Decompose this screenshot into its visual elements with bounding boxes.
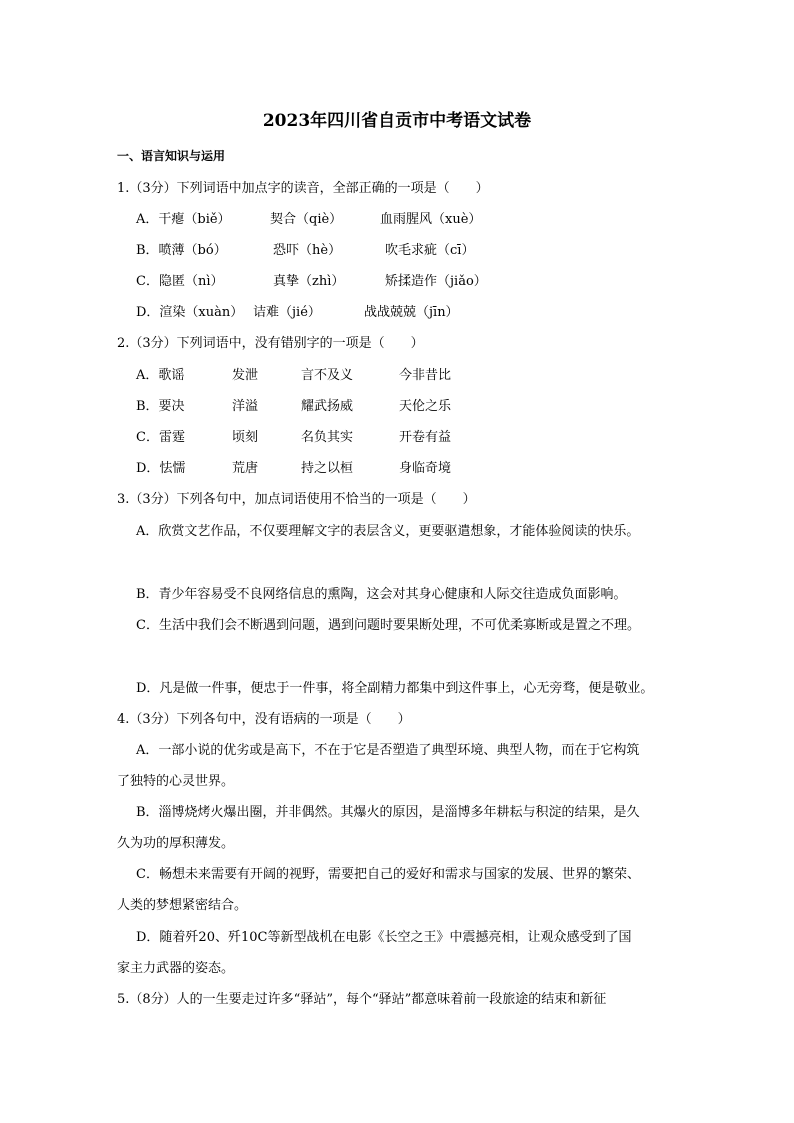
question-4-option-a-line-1: A．一部小说的优劣或是高下，不在于它是否塑造了典型环境、典型人物，而在于它构筑 xyxy=(136,743,640,758)
question-4-option-d-line-2: 家主力武器的姿态。 xyxy=(117,961,235,976)
question-4-option-b-line-2: 久为功的厚积薄发。 xyxy=(117,836,235,851)
question-4-option-c-line-1: C．畅想未来需要有开阔的视野，需要把自己的爱好和需求与国家的发展、世界的繁荣、 xyxy=(136,867,640,882)
question-4-stem: 4.（3分）下列各句中，没有语病的一项是（ ） xyxy=(117,712,411,727)
question-4-option-c-line-2: 人类的梦想紧密结合。 xyxy=(117,898,248,913)
question-4-option-a-line-2: 了独特的心灵世界。 xyxy=(117,774,235,789)
question-4-option-d-line-1: D．随着歼20、歼10C等新型战机在电影《长空之王》中震撼亮相，让观众感受到了国 xyxy=(136,930,632,945)
question-5-stem: 5.（8分）人的一生要走过许多“驿站”，每个“驿站”都意味着前一段旅途的结束和新征 xyxy=(117,992,607,1007)
section-heading: 一、语言知识与运用 xyxy=(117,149,226,163)
document-page: 2023年四川省自贡市中考语文试卷 一、语言知识与运用 1.（3分）下列词语中加点字的读音，全部正确的一项是（ ） A．干瘪（biě） 契合（qiè） 血雨腥风（xuè） B．喷薄（bó） 恐吓（hè） 吹毛求疵（cī） C．隐匿（nì） 真挚（zhì） 矫揉造作（jiǎo） D．渲染（xuàn） 诘难（jié） 战战兢兢（jīn） 2.（3分）下列词语中，没有错别字的一项是（ ） A．歌谣 发泄 言不及义 今非昔比 B．要决 洋溢 耀武扬威 天伦之乐 C．雷霆 顷刻 名负其实 开卷有益 D．怯懦 荒唐 持之以桓 身临奇境 3.（3分）下列各句中，加点词语使用不恰当的一项是（ ） A．欣赏文艺作品，不仅要理解文字的表层含义，更要驱遣想象，才能体验阅读的快乐。 B．青少年容易受不良网络信息的熏陶，这会对其身心健康和人际交往造成负面影响。 C．生活中我们会不断遇到问题，遇到问题时要果断处理，不可优柔寡断或是置之不理。 D．凡是做一件事，便忠于一件事，将全副精力都集中到这件事上，心无旁骛，便是敬业。 4.（3分）下列各句中，没有语病的一项是（ ） A．一部小说的优劣或是高下，不在于它是否塑造了典型环境、典型人物，而在于它构筑 了独特的心灵世界。 B．淄博烧烤火爆出圈，并非偶然。其爆火的原因，是淄博多年耕耘与积淀的结果，是久 久为功的厚积薄发。 C．畅想未来需要有开阔的视野，需要把自己的爱好和需求与国家的发展、世界的繁荣、 人类的梦想紧密结合。 D．随着歼20、歼10C等新型战机在电影《长空之王》中震撼亮相，让观众感受到了国 家主力武器的姿态。 5.（8分）人的一生要走过许多“驿站”，每个“驿站”都意味着前一段旅途的结束和新征 xyxy=(0,0,794,1123)
question-4-option-b-line-1: B．淄博烧烤火爆出圈，并非偶然。其爆火的原因，是淄博多年耕耘与积淀的结果，是久 xyxy=(136,805,640,820)
question-3-option-b: B．青少年容易受不良网络信息的熏陶，这会对其身心健康和人际交往造成负面影响。 xyxy=(136,587,627,602)
question-1-stem: 1.（3分）下列词语中加点字的读音，全部正确的一项是（ ） xyxy=(117,181,489,196)
question-3-option-a: A．欣赏文艺作品，不仅要理解文字的表层含义，更要驱遣想象，才能体验阅读的快乐。 xyxy=(136,524,640,539)
question-3-stem: 3.（3分）下列各句中，加点词语使用不恰当的一项是（ ） xyxy=(117,492,476,507)
question-3-option-c: C．生活中我们会不断遇到问题，遇到问题时要果断处理，不可优柔寡断或是置之不理。 xyxy=(136,618,640,633)
page-title: 2023年四川省自贡市中考语文试卷 xyxy=(262,111,532,131)
question-3-option-d: D．凡是做一件事，便忠于一件事，将全副精力都集中到这件事上，心无旁骛，便是敬业。 xyxy=(136,681,654,696)
question-2-stem: 2.（3分）下列词语中，没有错别字的一项是（ ） xyxy=(117,336,424,351)
